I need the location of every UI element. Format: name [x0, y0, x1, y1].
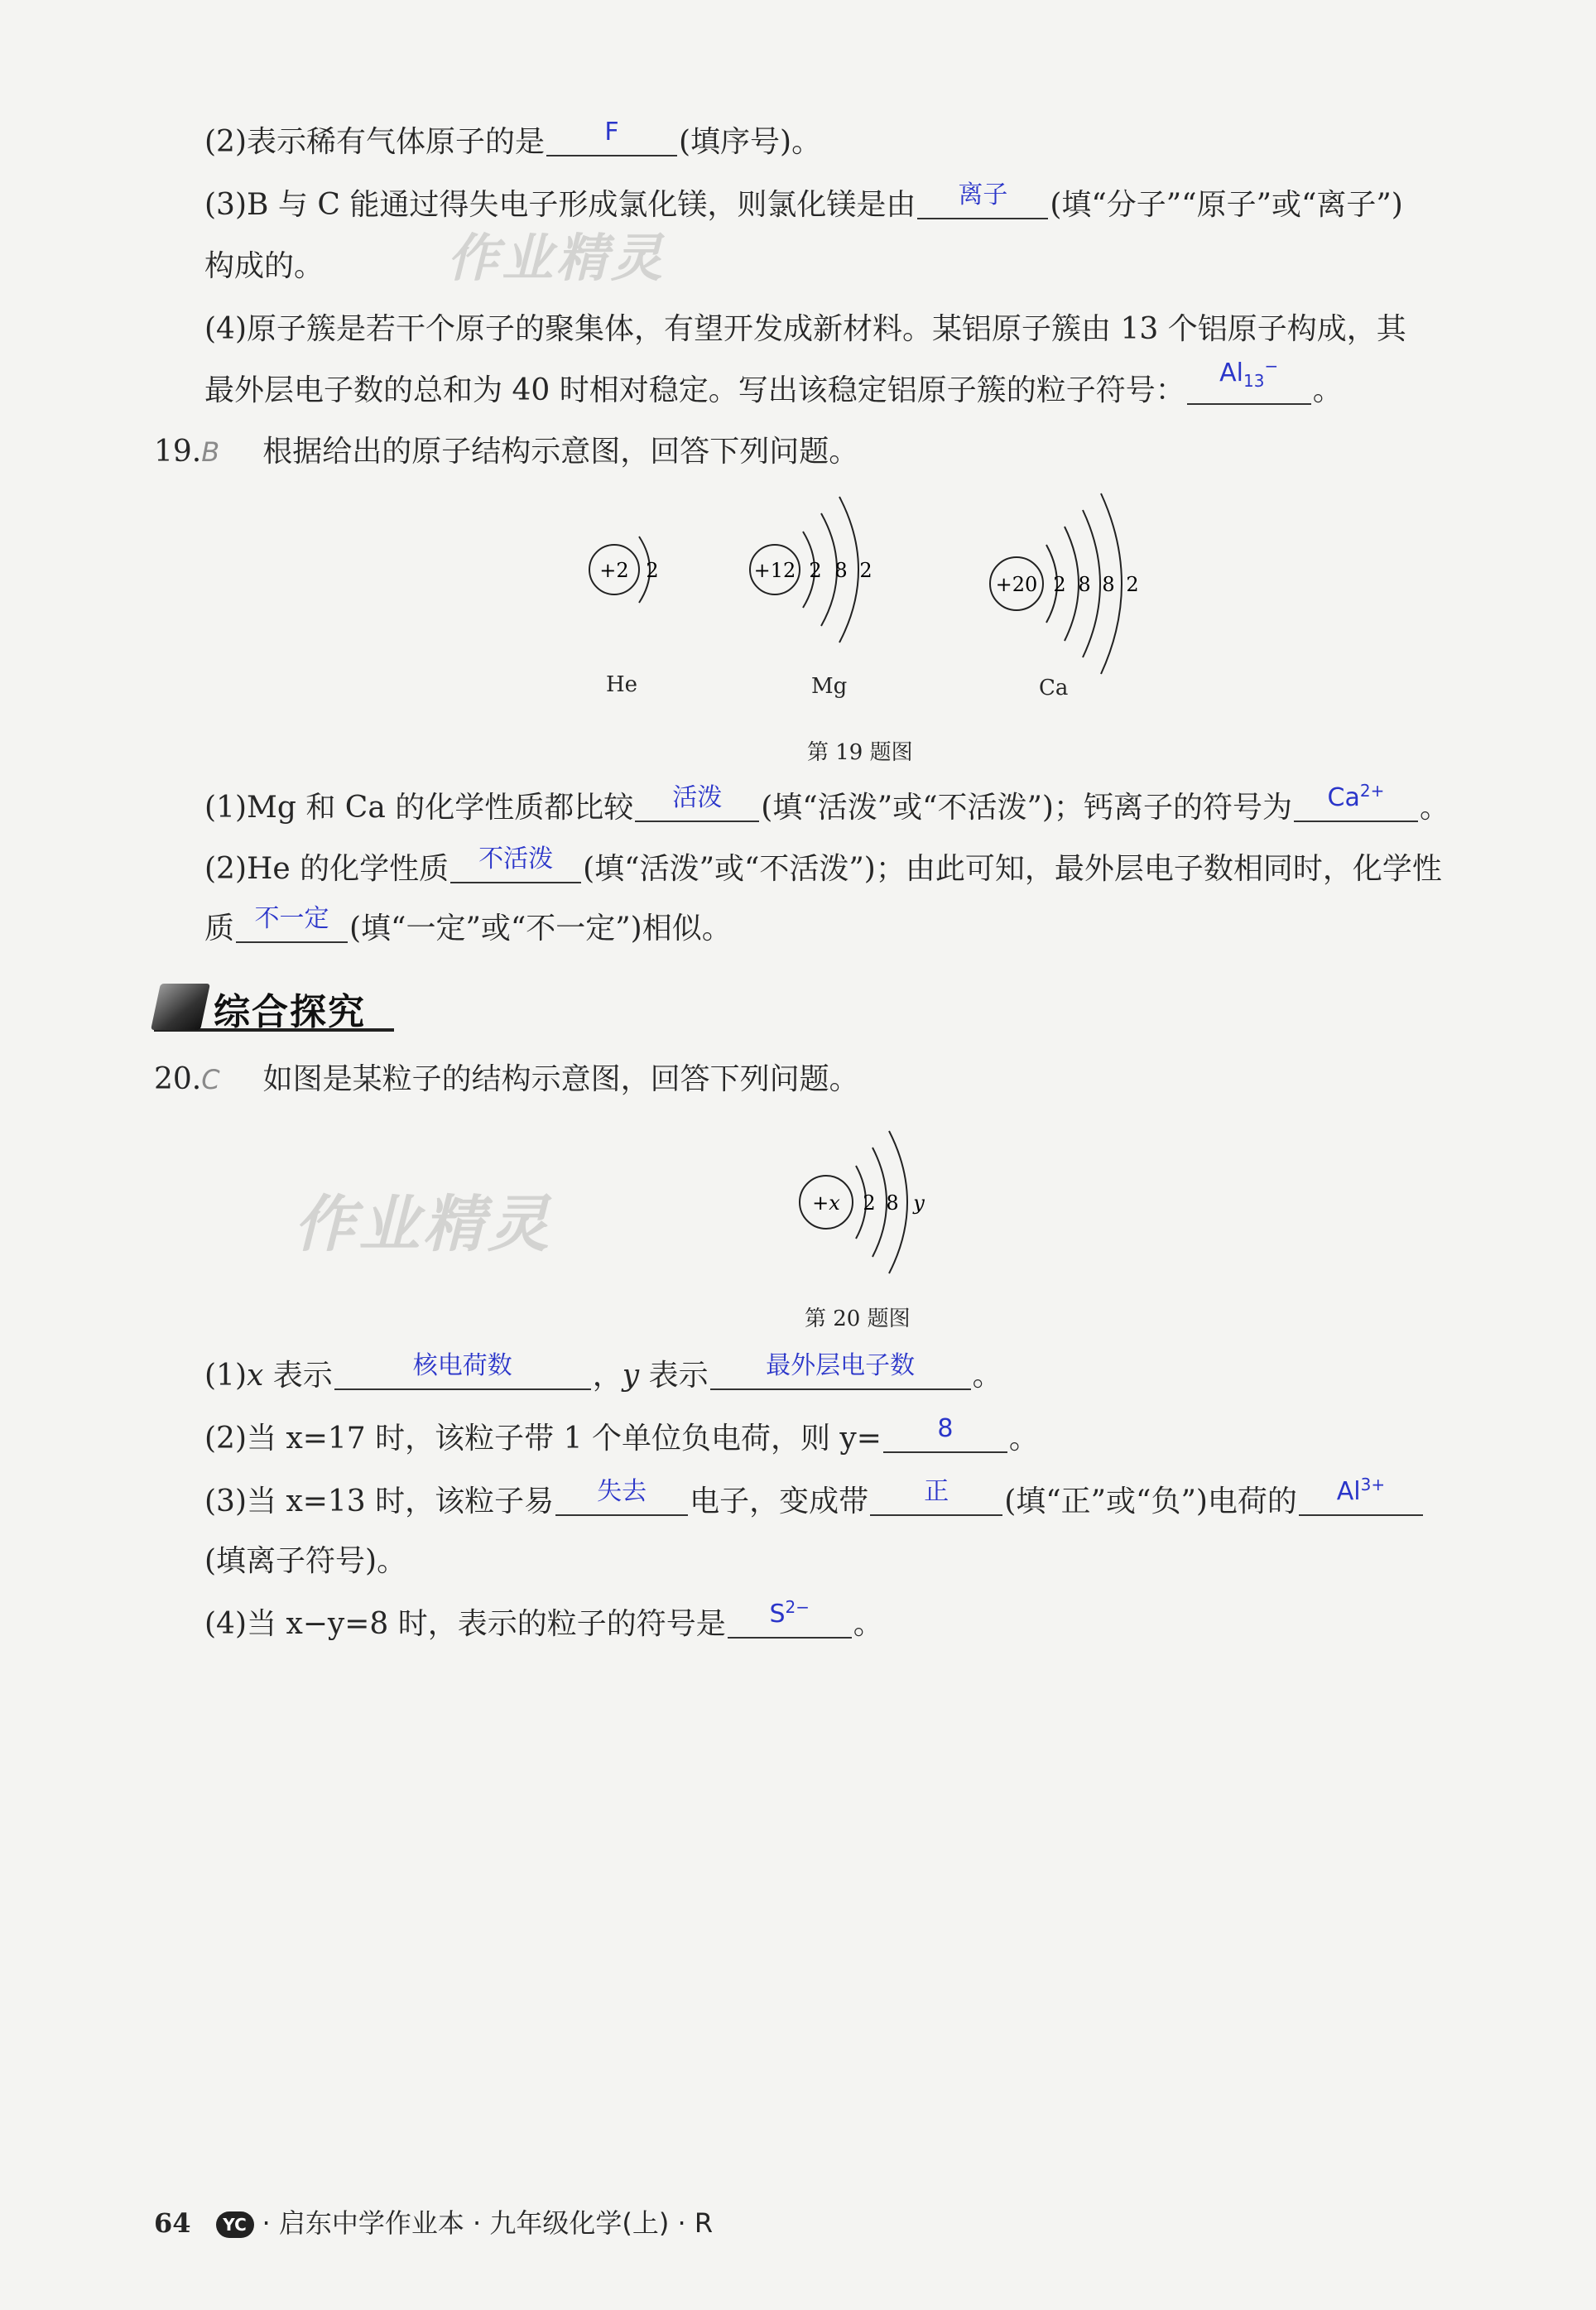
- q18-part4-cont: 最外层电子数的总和为 40 时相对稳定。写出该稳定铝原子簇的粒子符号： $Al_{13}^-$ 。: [204, 356, 1343, 407]
- answer-blank[interactable]: $Ca^{2+}$: [1294, 789, 1418, 822]
- watermark: 作业精灵: [447, 228, 666, 288]
- q19-part2-cont: 质 不一定 (填“一定”或“不一定”)相似。: [204, 904, 732, 946]
- svg-text:+x: +x: [812, 1191, 840, 1215]
- figure-caption: 第 20 题图: [805, 1307, 911, 1331]
- answer-blank[interactable]: 正: [870, 1483, 1002, 1516]
- figure-caption: 第 19 题图: [807, 740, 913, 765]
- svg-text:2: 2: [1053, 573, 1066, 596]
- answer-blank[interactable]: 不活泼: [450, 850, 581, 883]
- svg-text:8: 8: [1078, 573, 1091, 596]
- svg-text:y: y: [913, 1191, 925, 1215]
- mg-label: Mg: [811, 674, 848, 699]
- ca-label: Ca: [1039, 676, 1069, 700]
- q20-part4: (4)当 x−y=8 时，表示的粒子的符号是 $S^{2-}$ 。: [204, 1597, 883, 1641]
- book-title: · 启东中学作业本 · 九年级化学(上) · R: [262, 2207, 714, 2239]
- answer-blank[interactable]: 离子: [917, 186, 1048, 219]
- q19-stem: 19.B 根据给出的原子结构示意图，回答下列问题。: [154, 435, 859, 469]
- q18-part4: (4)原子簇是若干个原子的聚集体，有望开发成新材料。某铝原子簇由 13 个铝原子构成，其: [204, 312, 1406, 346]
- he-label: He: [606, 672, 638, 697]
- answer-blank[interactable]: 失去: [555, 1483, 688, 1516]
- svg-text:+12: +12: [753, 559, 796, 582]
- q19-atom-diagrams: [563, 488, 1159, 704]
- answer-blank[interactable]: 最外层电子数: [710, 1357, 971, 1390]
- svg-text:2: 2: [1126, 573, 1139, 596]
- q18-part3-cont: 构成的。: [204, 249, 324, 283]
- answer-blank[interactable]: 不一定: [236, 910, 348, 943]
- svg-text:2: 2: [809, 559, 822, 582]
- q20-part3: (3)当 x=13 时，该粒子易 失去 电子，变成带 正 (填“正”或“负”)电荷的 $Al^{3+}$: [204, 1482, 1425, 1522]
- answer-blank[interactable]: $S^{2-}$: [728, 1605, 852, 1639]
- q18-part3: (3)B 与 C 能通过得失电子形成氯化镁，则氯化镁是由 离子 (填“分子”“原子”或“离子”): [204, 180, 1403, 222]
- svg-text:8: 8: [834, 559, 848, 582]
- q19-part1: (1)Mg 和 Ca 的化学性质都比较 活泼 (填“活泼”或“不活泼”)；钙离子的符号为 $Ca^{2+}$ 。: [204, 781, 1449, 825]
- page-footer: [154, 2202, 713, 2240]
- answer-blank[interactable]: 8: [883, 1420, 1007, 1453]
- svg-text:8: 8: [886, 1191, 899, 1215]
- q18-part2: (2)表示稀有气体原子的是 F (填序号)。: [204, 118, 822, 159]
- section-icon: [151, 984, 210, 1030]
- svg-text:+20: +20: [995, 573, 1038, 596]
- svg-text:2: 2: [863, 1191, 876, 1215]
- q20-stem: 20.C 如图是某粒子的结构示意图，回答下列问题。: [154, 1062, 859, 1096]
- answer-blank[interactable]: F: [546, 123, 677, 156]
- watermark: 作业精灵: [294, 1189, 552, 1260]
- section-title: 综合探究: [214, 991, 366, 1033]
- difficulty-grade: C: [201, 1064, 220, 1095]
- publisher-logo-icon: YC: [216, 2211, 254, 2238]
- q20-part1: (1)x 表示 核电荷数 ，y 表示 最外层电子数 。: [204, 1351, 1002, 1393]
- q19-part2: (2)He 的化学性质 不活泼 (填“活泼”或“不活泼”)；由此可知，最外层电子数相同时，化学性: [204, 845, 1442, 886]
- page-number: 64: [154, 2207, 191, 2239]
- answer-blank[interactable]: 活泼: [635, 789, 759, 822]
- answer-blank[interactable]: $Al^{3+}$: [1299, 1483, 1423, 1516]
- section-header: [154, 977, 402, 1035]
- svg-text:2: 2: [859, 559, 873, 582]
- ca-atom-diagram: [990, 493, 1139, 674]
- he-atom-diagram: [589, 537, 659, 603]
- mg-atom-diagram: [750, 497, 873, 642]
- q20-particle-diagram: [786, 1126, 952, 1292]
- svg-text:+2: +2: [599, 559, 629, 582]
- q20-part3-cont: (填离子符号)。: [204, 1544, 407, 1578]
- q20-part2: (2)当 x=17 时，该粒子带 1 个单位负电荷，则 y= 8 。: [204, 1414, 1039, 1456]
- difficulty-grade: B: [201, 436, 220, 468]
- svg-text:8: 8: [1102, 573, 1115, 596]
- answer-blank[interactable]: 核电荷数: [334, 1357, 591, 1390]
- svg-text:2: 2: [646, 559, 659, 582]
- answer-blank[interactable]: $Al_{13}^-$: [1187, 372, 1311, 405]
